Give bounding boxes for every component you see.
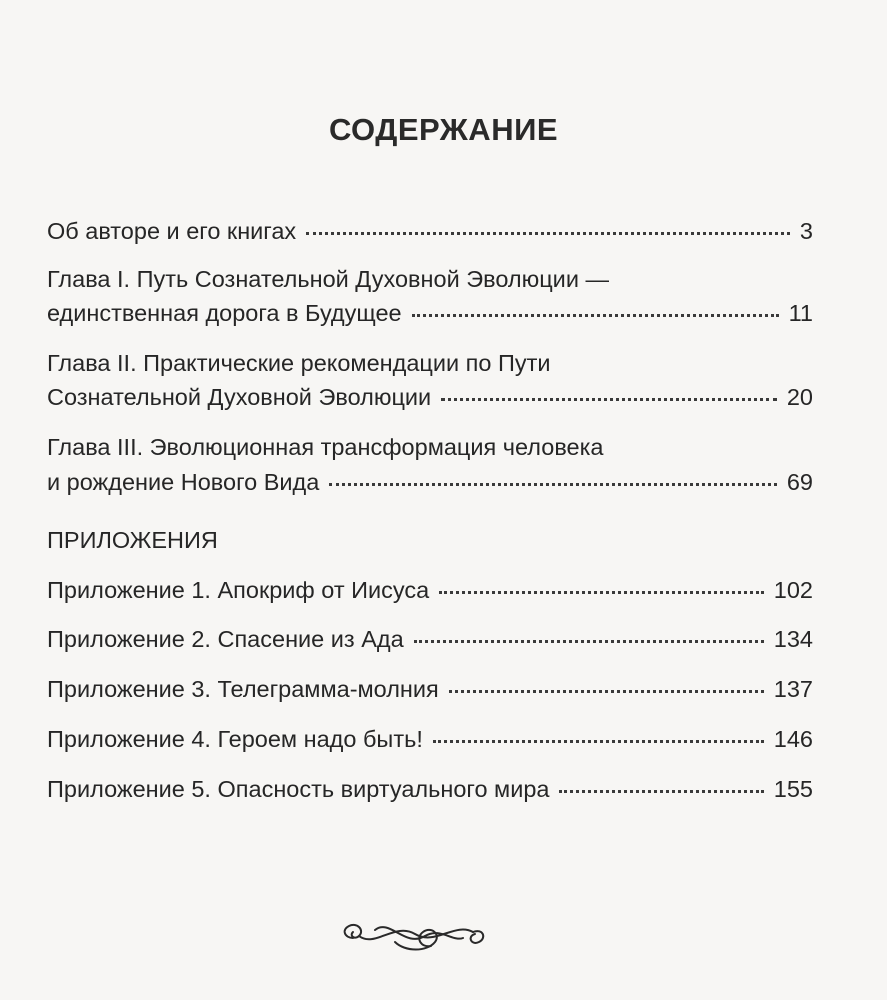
toc-entry-text: Сознательной Духовной Эволюции <box>47 384 432 410</box>
toc-appendix-3 <box>47 676 813 703</box>
toc-entry-page: 146 <box>773 726 813 752</box>
toc-entry-text: единственная дорога в Будущее <box>47 300 402 326</box>
toc-entry-text: и рождение Нового Вида <box>47 469 320 495</box>
dot-leader <box>412 314 779 317</box>
toc-entry-line1: Глава II. Практические рекомендации по Пути <box>47 350 551 376</box>
dot-leader <box>441 398 777 401</box>
toc-appendix-2 <box>47 626 813 653</box>
toc-entry-line1: Глава III. Эволюционная трансформация человека <box>47 434 604 460</box>
toc-entry-text: Приложение 1. Апокриф от Иисуса <box>47 577 430 603</box>
toc-entry-page: 3 <box>799 218 813 244</box>
appendix-heading: ПРИЛОЖЕНИЯ <box>47 527 218 553</box>
toc-entry-about-author <box>47 218 813 245</box>
dot-leader <box>306 232 790 235</box>
toc-entry-page: 155 <box>773 776 813 802</box>
toc-entry-line1: Глава I. Путь Сознательной Духовной Эволюции — <box>47 266 609 292</box>
toc-appendix-5 <box>47 776 813 803</box>
toc-entry-text: Приложение 3. Телеграмма-молния <box>47 676 439 702</box>
toc-entry-chapter-2 <box>47 384 813 411</box>
toc-entry-text: Об авторе и его книгах <box>47 218 297 244</box>
page-title: СОДЕРЖАНИЕ <box>328 112 559 147</box>
toc-entry-page: 137 <box>773 676 813 702</box>
toc-entry-text: Приложение 2. Спасение из Ада <box>47 626 404 652</box>
toc-entry-page: 69 <box>786 469 813 495</box>
dot-leader <box>449 690 764 693</box>
dot-leader <box>329 483 777 486</box>
dot-leader <box>439 591 764 594</box>
toc-entry-chapter-3 <box>47 469 813 496</box>
toc-entry-text: Приложение 5. Опасность виртуального мира <box>47 776 550 802</box>
toc-entry-page: 20 <box>786 384 813 410</box>
dot-leader <box>414 640 764 643</box>
toc-entry-page: 11 <box>788 300 813 326</box>
toc-entry-text: Приложение 4. Героем надо быть! <box>47 726 423 752</box>
dot-leader <box>559 790 763 793</box>
toc-appendix-4 <box>47 726 813 753</box>
toc-entry-page: 102 <box>773 577 813 603</box>
dot-leader <box>433 740 764 743</box>
toc-appendix-1 <box>47 577 813 604</box>
toc-entry-chapter-1 <box>47 300 813 327</box>
toc-entry-page: 134 <box>773 626 813 652</box>
flourish-ornament-icon <box>335 908 495 960</box>
